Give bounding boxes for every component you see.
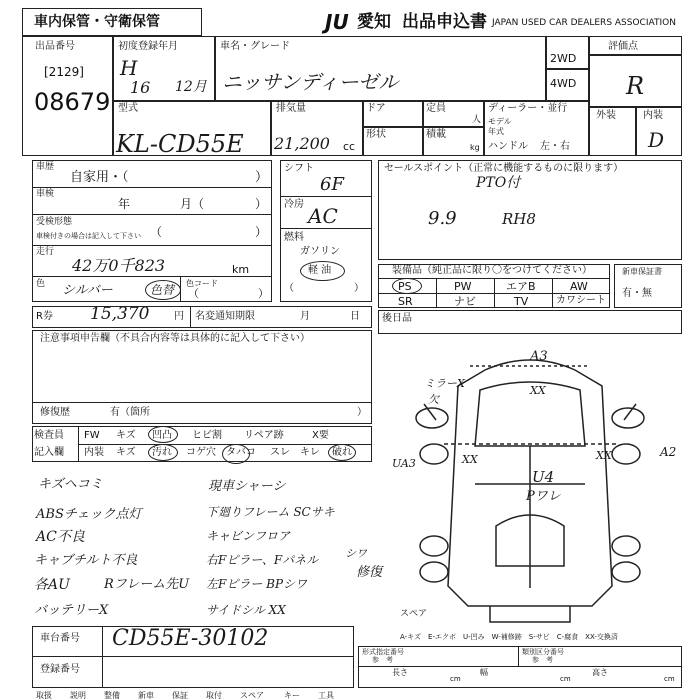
insp-tobacco: タバコ: [226, 447, 256, 458]
sales-point-line3: RH8: [502, 210, 536, 228]
rating-label: 評価点: [608, 41, 638, 52]
drive-2wd: 2WD: [550, 52, 577, 65]
ps-circle: [392, 278, 422, 294]
header-left-title: 車内保管・守衛保管: [34, 14, 160, 30]
shaken-month: 月（: [180, 197, 205, 211]
later-fit-block: [378, 310, 682, 334]
color-repaint: 色替: [150, 283, 175, 297]
note-10: 右Fピラー、Fパネル: [206, 553, 319, 567]
note-7: 現車シャーシ: [208, 479, 286, 494]
diagram-right-mark: A2: [660, 445, 677, 459]
footer-item-9: 工具: [318, 691, 334, 700]
handle-options: 左・右: [540, 141, 570, 152]
type-value: KL-CD55E: [116, 130, 244, 158]
capacity-unit: 人: [472, 115, 482, 125]
spec-table: [358, 646, 682, 688]
cooling-label: 冷房: [284, 199, 304, 210]
color-value: シルバー: [62, 283, 113, 298]
dealer-year-label: 年式: [488, 127, 504, 136]
load-unit: kg: [470, 143, 480, 152]
equip-ps: PS: [398, 280, 412, 293]
notice-day: 日: [350, 311, 360, 322]
note-2: ABSチェック点灯: [36, 507, 142, 522]
equip-sr: SR: [398, 295, 413, 308]
equipment-label: 装備品（純正品に限り〇をつけてください）: [392, 265, 592, 276]
drive-4wd: 4WD: [550, 77, 577, 90]
dealer-label: ディーラー・並行: [488, 103, 568, 114]
fuel-close: ）: [354, 283, 364, 294]
shaken-year: 年: [118, 197, 131, 211]
model-name-label: 車名・グレード: [220, 41, 290, 52]
insp-int-scratch: キズ: [116, 447, 136, 458]
mileage-unit: km: [232, 263, 250, 276]
inspector-entry-label: 記入欄: [34, 447, 64, 458]
footer-item-1: 取扱: [36, 691, 52, 700]
lot-label: 出品番号: [35, 41, 75, 52]
shaken-label: 車検: [36, 189, 55, 199]
lot-sub-number: [2129]: [44, 65, 84, 79]
displacement-value: 21,200: [274, 134, 330, 153]
note-8: 下廻りフレーム SCサキ: [206, 505, 335, 519]
equip-leather: カワシート: [556, 295, 606, 306]
insp-burn: コゲ穴: [186, 447, 216, 458]
width-label: 幅: [480, 668, 488, 677]
note-14: シワ: [345, 547, 367, 560]
cat-sub: 参 考: [532, 656, 553, 664]
registration-label: 登録番号: [40, 664, 80, 675]
burn-circle: [222, 444, 250, 464]
load-label: 積載: [426, 129, 446, 140]
length-unit: cm: [450, 675, 461, 683]
color-code-label: 色コード: [186, 279, 218, 288]
chassis-label: 車台番号: [40, 633, 80, 644]
later-fit-label: 後日品: [382, 313, 412, 324]
diagram-xx-left: XX: [462, 453, 478, 466]
equip-navi: ナビ: [454, 295, 476, 308]
height-label: 高さ: [592, 668, 608, 677]
insp-cut: キレ: [300, 447, 320, 458]
equip-airbag: エアB: [506, 280, 536, 293]
form-title: 出品申込書: [402, 12, 487, 32]
cooling-value: AC: [308, 204, 338, 228]
fuel-open: （: [284, 283, 294, 294]
prev-sub: 参 考: [372, 656, 393, 664]
equip-tv: TV: [514, 295, 529, 308]
association-name: JAPAN USED CAR DEALERS ASSOCIATION: [492, 18, 676, 28]
notice-month: 月: [300, 311, 310, 322]
mileage-label: 走行: [36, 247, 55, 257]
equip-aw: AW: [570, 280, 588, 293]
first-reg-label: 初度登録年月: [118, 41, 178, 52]
note-1: キズヘコミ: [38, 477, 103, 492]
repaint-circle: [145, 280, 181, 300]
footer-item-3: 整備: [104, 691, 120, 700]
doors-label: ドア: [366, 103, 386, 114]
width-unit: cm: [560, 675, 571, 683]
shift-value: 6F: [320, 174, 344, 195]
sales-point-label: セールスポイント（正常に機能するものに限ります）: [384, 163, 624, 174]
first-reg-year: 16: [130, 78, 151, 97]
cat-label: 類別区分番号: [522, 648, 564, 656]
history-label: 車歴: [36, 162, 55, 172]
footer-item-8: キー: [284, 691, 300, 700]
note-13: サイドシル XX: [206, 603, 286, 617]
diagram-xx-right: XX: [596, 449, 612, 462]
logo-mark: JU: [325, 10, 349, 34]
lot-number: 08679: [34, 88, 111, 116]
dent-circle: [148, 426, 178, 443]
color-label: 色: [36, 279, 46, 289]
shape-label: 形状: [366, 129, 386, 140]
new-car-label: 新車保証書: [622, 267, 662, 276]
approval-label: 受検形態: [36, 217, 73, 227]
type-label: 型式: [118, 103, 138, 114]
note-5: 各AU: [34, 577, 70, 593]
note-15: 修復: [356, 565, 383, 580]
handle-label: ハンドル: [488, 141, 528, 152]
new-car-options: 有・無: [622, 288, 652, 299]
repair-value: 有（箇所: [110, 407, 150, 418]
note-11: Rフレーム先U: [104, 577, 190, 592]
note-9: キャビンフロア: [206, 529, 291, 543]
dirt-circle: [148, 444, 178, 461]
recycle-unit: 円: [174, 311, 184, 322]
footer-item-6: 取付: [206, 691, 222, 700]
approval-close: ）: [255, 225, 268, 239]
sales-point-line2: 9.9: [428, 208, 457, 229]
color-code-close: ）: [258, 287, 269, 300]
repair-label: 修復歴: [40, 407, 70, 418]
displacement-unit: cc: [343, 140, 356, 153]
insp-fw: FW: [84, 430, 100, 441]
height-unit: cm: [664, 675, 675, 683]
history-close: ）: [255, 170, 269, 185]
dealer-model-label: モデル: [488, 117, 512, 126]
chassis-value: CD55E-30102: [112, 626, 269, 651]
legend: A-キズ E-エクボ U-凹み W-補修跡 S-サビ C-腐食 XX-交換済: [400, 633, 618, 641]
diagram-top-label: A3: [530, 349, 548, 364]
rating-value: R: [626, 72, 645, 100]
logo-prefecture: 愛知: [357, 12, 391, 32]
fuel-gasoline: ガソリン: [300, 246, 340, 257]
displacement-label: 排気量: [276, 103, 306, 114]
fuel-diesel: 軽 油: [308, 265, 332, 276]
footer-item-2: 説明: [70, 691, 86, 700]
first-reg-era: H: [120, 56, 138, 80]
insp-x: X要: [312, 430, 329, 441]
prev-label: 形式指定番号: [362, 648, 404, 656]
exterior-label: 外装: [596, 110, 616, 121]
caution-block: [32, 330, 372, 424]
notice-label: 名変通知期限: [195, 311, 255, 322]
fuel-label: 燃料: [284, 232, 304, 243]
note-6: バッテリーX: [34, 603, 109, 618]
shaken-close: ）: [255, 197, 268, 211]
note-3: AC不良: [36, 529, 85, 545]
diagram-spare: スペア: [400, 609, 428, 619]
diagram-left-mark: UA3: [392, 457, 416, 470]
insp-tear: 破れ: [332, 447, 352, 458]
diagram-missing: 欠: [428, 393, 439, 406]
diagram-center-a: U4: [532, 468, 555, 486]
note-4: キャブチルト不良: [34, 553, 138, 568]
inspector-label: 検査員: [34, 430, 64, 441]
insp-dent: 凹凸: [152, 430, 172, 441]
history-value: 自家用・（: [70, 170, 129, 185]
diagram-center-b: Pワレ: [526, 489, 561, 504]
insp-dirt: 汚れ: [152, 447, 172, 458]
note-12: 左Fピラー BPシワ: [206, 577, 308, 591]
sales-point-line1: PTO付: [476, 175, 521, 191]
insp-crack: ヒビ割: [192, 430, 222, 441]
mileage-value: 42万0千823: [72, 256, 166, 275]
model-name-value: ニッサンディーゼル: [222, 70, 399, 94]
recycle-label: R券: [36, 311, 53, 322]
interior-label: 内装: [643, 110, 663, 121]
insp-scratch: キズ: [116, 430, 136, 441]
insp-rub: スレ: [270, 447, 290, 458]
equip-pw: PW: [454, 280, 472, 293]
interior-value: D: [648, 128, 665, 152]
footer-item-5: 保証: [172, 691, 188, 700]
tear-circle: [328, 444, 356, 461]
diesel-circle: [300, 261, 345, 281]
insp-repair: リペア跡: [244, 430, 284, 441]
first-reg-month: 12月: [175, 79, 207, 95]
approval-open: （: [150, 225, 163, 239]
footer-item-4: 新車: [138, 691, 154, 700]
diagram-mirror: ミラーX: [424, 377, 465, 390]
capacity-label: 定員: [426, 103, 446, 114]
insp-interior: 内装: [84, 447, 104, 458]
repair-close: ）: [357, 407, 367, 418]
color-code-open: （: [188, 287, 199, 300]
caution-label: 注意事項申告欄（不具合内容等は具体的に記入して下さい）: [40, 333, 310, 344]
length-label: 長さ: [392, 668, 408, 677]
diagram-top-mark: XX: [530, 384, 546, 397]
recycle-value: 15,370: [90, 304, 150, 324]
approval-note: 車検付きの場合は記入して下さい: [36, 232, 141, 240]
shift-label: シフト: [284, 163, 314, 174]
footer-item-7: スペア: [240, 691, 264, 700]
